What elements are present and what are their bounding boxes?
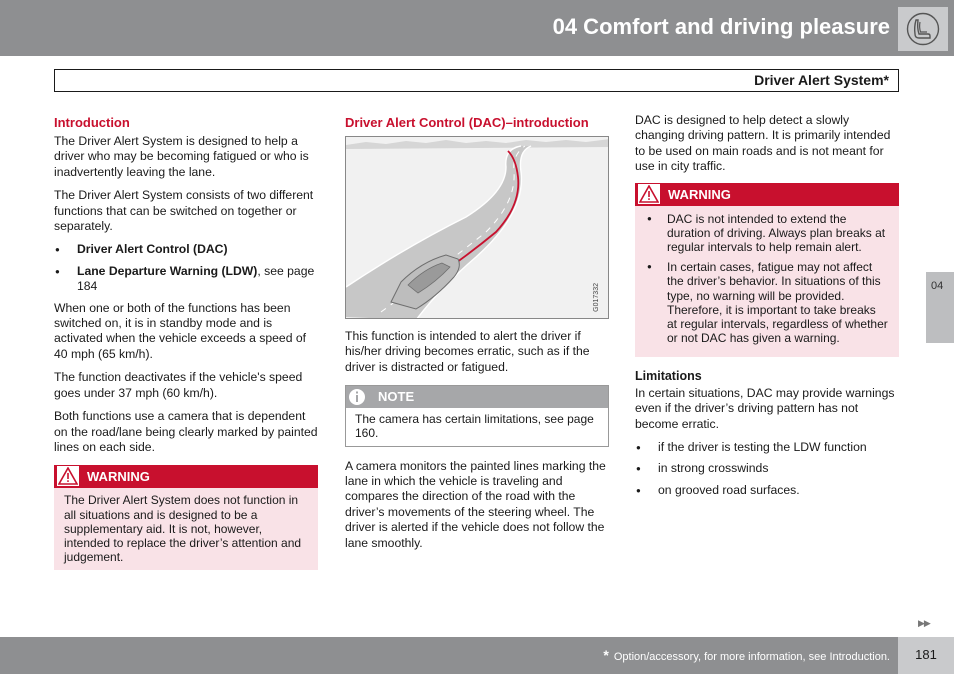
intro-paragraph-2: The Driver Alert System consists of two different functions that can be switched on together or separately. bbox=[54, 188, 314, 234]
functions-list bbox=[54, 242, 318, 294]
column-3 bbox=[635, 113, 899, 504]
road-illustration bbox=[345, 136, 609, 319]
header-bar bbox=[0, 0, 954, 56]
ldw-item: Lane Departure Warning (LDW) bbox=[77, 263, 258, 278]
dac-warning-box bbox=[635, 183, 899, 358]
warning-header bbox=[54, 465, 318, 488]
intro-paragraph-1: The Driver Alert System is designed to help a driver who may be becoming fatigued or who is inadvertently leaving the lane. bbox=[54, 134, 309, 179]
ldw-page-ref[interactable]: , see page 184 bbox=[77, 263, 315, 294]
list-item: ● In certain cases, fatigue may not affect the driver’s behavior. In situations of this type, no warning will be provided. Therefore, it is important to take breaks at regular intervals, regardless of whether or not DAC has given a warning. bbox=[645, 260, 889, 345]
dac-item: Driver Alert Control (DAC) bbox=[77, 242, 228, 257]
section-title: Driver Alert System* bbox=[754, 72, 889, 88]
note-box bbox=[345, 385, 609, 446]
seat-icon bbox=[906, 12, 940, 46]
dac-purpose-paragraph: DAC is designed to help detect a slowly changing driving pattern. It is primarily intended to be used on main roads and is not meant for use in city traffic. bbox=[635, 113, 891, 174]
limitations-heading: Limitations bbox=[635, 369, 702, 384]
warning-list bbox=[645, 212, 889, 346]
warning-label: WARNING bbox=[668, 186, 731, 202]
side-tab-label: 04 bbox=[931, 280, 944, 292]
intro-paragraph-5: Both functions use a camera that is dependent on the road/lane being clearly marked by painted lines on each side. bbox=[54, 409, 318, 454]
note-header bbox=[346, 386, 608, 408]
warning-triangle-icon bbox=[57, 466, 79, 486]
chapter-side-tab[interactable] bbox=[926, 272, 954, 343]
list-item: ● if the driver is testing the LDW function bbox=[635, 440, 899, 455]
warning-body bbox=[635, 206, 899, 358]
section-title-box bbox=[54, 69, 899, 92]
warning-box bbox=[54, 465, 318, 570]
list-item bbox=[54, 242, 318, 257]
chapter-icon-box bbox=[898, 7, 948, 51]
warning-text: The Driver Alert System does not function in all situations and is designed to be a supplementary aid. It is not, however, intended to replace the driver’s attention and judgement. bbox=[64, 493, 302, 565]
warning-triangle-icon bbox=[638, 184, 660, 204]
list-item bbox=[54, 264, 318, 295]
note-label: NOTE bbox=[378, 389, 415, 405]
column-1 bbox=[54, 113, 318, 570]
intro-paragraph-4: The function deactivates if the vehicle's speed goes under 37 mph (60 km/h). bbox=[54, 370, 303, 400]
column-2 bbox=[345, 113, 609, 559]
next-page-arrows[interactable]: ▶▶ bbox=[918, 618, 930, 628]
introduction-heading: Introduction bbox=[54, 115, 130, 130]
footer-bar bbox=[0, 637, 954, 674]
limitations-list bbox=[635, 440, 899, 498]
footer-note bbox=[603, 647, 890, 663]
limitations-paragraph: In certain situations, DAC may provide warnings even if the driver’s driving pattern has not become erratic. bbox=[635, 385, 895, 431]
warning-header bbox=[635, 183, 899, 206]
intro-paragraph-3: When one or both of the functions has been switched on, it is in standby mode and is activated when the vehicle exceeds a speed of 40 mph (65 km/h). bbox=[54, 300, 307, 361]
dac-paragraph-1: This function is intended to alert the driver if his/her driving becomes erratic, such as if the driver is distracted or fatigued. bbox=[345, 329, 590, 374]
footnote-text: Option/accessory, for more information, see Introduction. bbox=[613, 651, 890, 663]
dac-intro-heading: Driver Alert Control (DAC)–introduction bbox=[345, 115, 589, 130]
dac-paragraph-2: A camera monitors the painted lines marking the lane in which the vehicle is traveling and compares the direction of the road with the driver’s movements of the steering wheel. The driver is alerted if the vehicle does not follow the lane smoothly. bbox=[345, 458, 606, 550]
note-text: The camera has certain limitations, see page 160. bbox=[355, 412, 594, 441]
warning-label: WARNING bbox=[87, 469, 150, 485]
note-info-icon bbox=[348, 388, 366, 406]
road-illustration-svg bbox=[346, 137, 609, 319]
list-item: ● in strong crosswinds bbox=[635, 461, 899, 476]
chapter-title: 04 Comfort and driving pleasure bbox=[552, 14, 890, 39]
figure-code: G017332 bbox=[592, 283, 600, 312]
page-number-box bbox=[898, 637, 954, 674]
page-number: 181 bbox=[915, 647, 937, 662]
list-item: ● DAC is not intended to extend the duration of driving. Always plan breaks at regular intervals to help remain alert. bbox=[645, 212, 889, 255]
list-item: ● on grooved road surfaces. bbox=[635, 483, 899, 498]
footnote-star: * bbox=[603, 647, 609, 663]
